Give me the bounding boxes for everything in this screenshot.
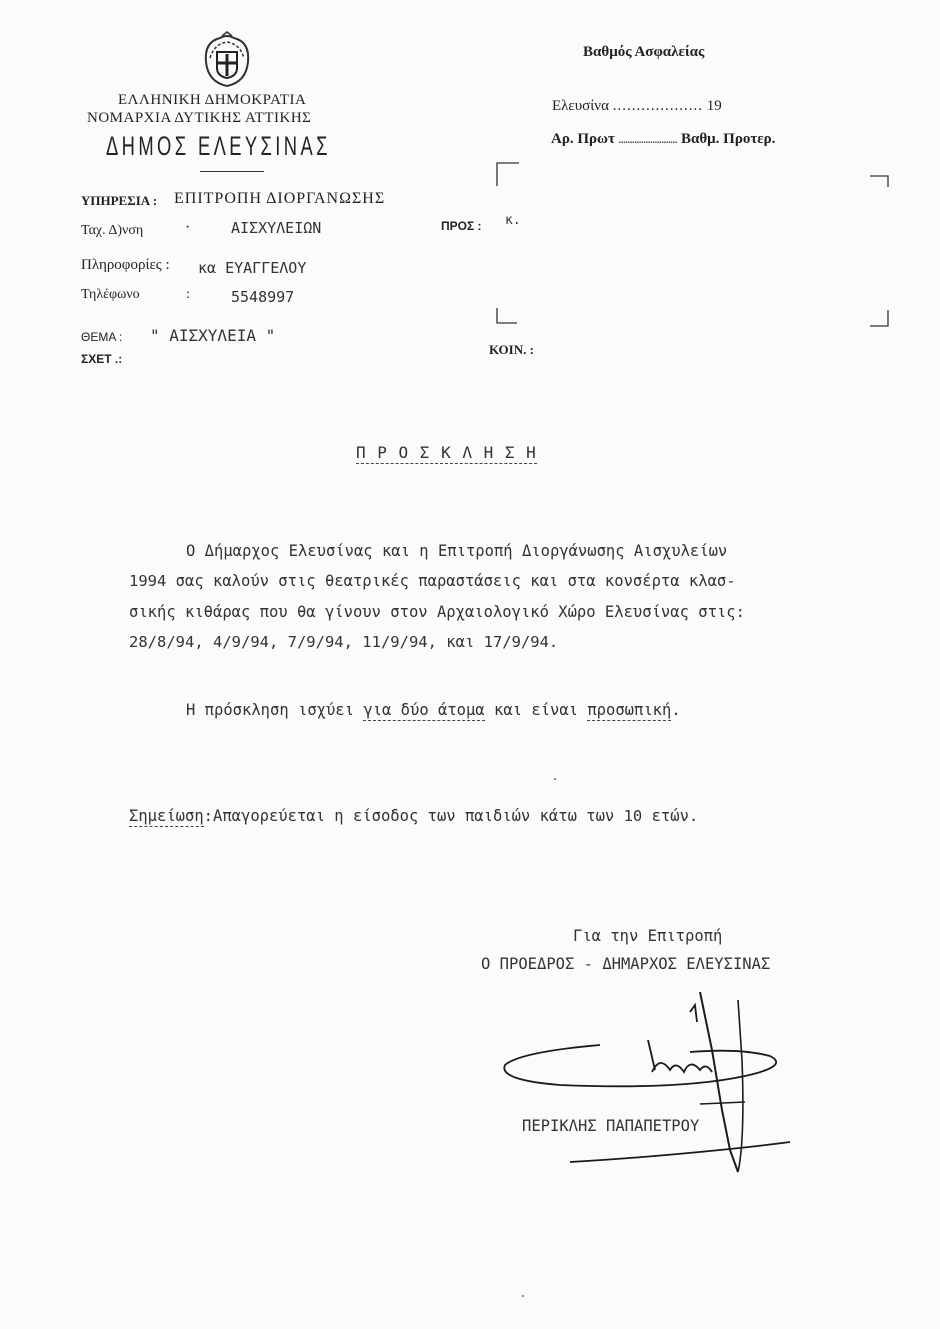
- subject-label: ΘΕΜΑ :: [81, 330, 123, 344]
- phone-separator: :: [186, 287, 190, 302]
- paragraph-line-2: 1994 σας καλούν στις θεατρικές παραστάσεις και στα κονσέρτα κλασ-: [129, 572, 736, 590]
- validity-start: Η πρόσκληση ισχύει: [186, 701, 354, 719]
- paper-speck: [522, 1295, 524, 1297]
- place-dots: ...................: [612, 98, 703, 114]
- signature-committee: Για την Επιτροπή: [573, 927, 723, 945]
- service-label: ΥΠΗΡΕΣΙΑ :: [81, 193, 158, 208]
- paragraph-line-4: 28/8/94, 4/9/94, 7/9/94, 11/9/94, και 17/9/94.: [129, 633, 559, 651]
- validity-personal: προσωπική: [587, 701, 672, 719]
- protocol-dots: ..........................: [618, 135, 678, 145]
- year-prefix: 19: [706, 98, 722, 114]
- priority-label: Βαθμ. Προτερ.: [680, 131, 776, 147]
- protocol-label: Αρ. Πρωτ: [551, 131, 615, 147]
- info-value: κα ΕΥΑΓΓΕΛΟΥ: [198, 259, 307, 277]
- reference-label: ΣΧΕΤ .:: [81, 352, 123, 366]
- paragraph-line-3: σικής κιθάρας που θα γίνουν στον Αρχαιολογικό Χώρο Ελευσίνας στις:: [129, 603, 745, 621]
- security-level-label: Βαθμός Ασφαλείας: [583, 44, 705, 60]
- validity-mid: και είναι: [494, 701, 578, 719]
- address-separator: ·: [185, 219, 191, 236]
- paragraph-line-1: Ο Δήμαρχος Ελευσίνας και η Επιτροπή Διοργάνωσης Αισχυλείων: [186, 542, 728, 560]
- to-label: ΠΡΟΣ :: [441, 219, 482, 233]
- place-label: Ελευσίνα: [552, 98, 609, 114]
- address-value: ΑΙΣΧΥΛΕΙΩΝ: [231, 219, 322, 237]
- subject-value: " ΑΙΣΧΥΛΕΙΑ ": [150, 326, 276, 345]
- country-name: ΕΛΛΗΝΙΚΗ ΔΗΜΟΚΡΑΤΙΑ: [118, 92, 307, 108]
- note-label: Σημείωση: [129, 807, 204, 825]
- phone-label: Τηλέφωνο: [81, 287, 140, 302]
- signature-title: Ο ΠΡΟΕΔΡΟΣ - ΔΗΜΑΡΧΟΣ ΕΛΕΥΣΙΝΑΣ: [481, 955, 771, 973]
- cc-label: ΚΟΙΝ. :: [489, 342, 534, 357]
- address-label: Ταχ. Δ)νση: [81, 223, 144, 238]
- validity-end: .: [671, 701, 681, 719]
- info-label: Πληροφορίες :: [81, 257, 170, 273]
- invitation-title-text: Π Ρ Ο Σ Κ Λ Η Σ Η: [356, 443, 537, 462]
- validity-two-persons: για δύο άτομα: [363, 701, 485, 719]
- to-value: κ.: [505, 213, 521, 228]
- municipality-name: ΔΗΜΟΣ ΕΛΕΥΣΙΝΑΣ: [106, 131, 331, 161]
- prefecture-name: ΝΟΜΑΡΧΙΑ ΔΥΤΙΚΗΣ ΑΤΤΙΚΗΣ: [87, 110, 312, 126]
- note-text: :Απαγορεύεται η είσοδος των παιδιών κάτω των 10 ετών.: [203, 807, 699, 825]
- service-value: ΕΠΙΤΡΟΠΗ ΔΙΟΡΓΑΝΩΣΗΣ: [174, 190, 386, 207]
- phone-value: 5548997: [231, 288, 295, 306]
- signatory-name: ΠΕΡΙΚΛΗΣ ΠΑΠΑΠΕΤΡΟΥ: [522, 1117, 700, 1135]
- paper-speck: [554, 778, 556, 780]
